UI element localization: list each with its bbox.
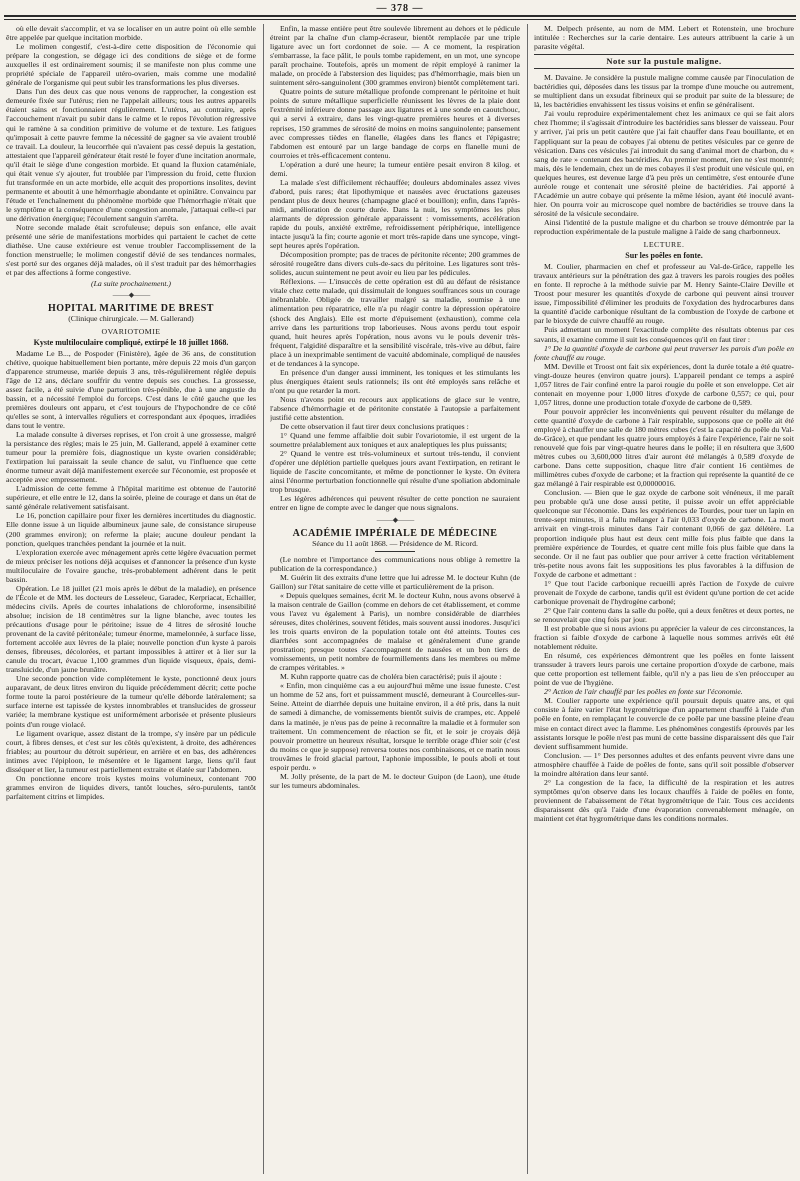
session-line: Séance du 11 août 1868. — Présidence de M. Ricord. — [312, 538, 478, 548]
paragraph: Il est probable que si nous avions pu apprécier la valeur de ces circonstances, la fraction si faible d'oxyde de carbone à laquelle nous sommes arrivés eût été notablement réduite. — [534, 624, 794, 652]
academy-title: ACADÉMIE IMPÉRIALE DE MÉDECINE — [292, 527, 498, 539]
paragraph: où elle devait s'accomplir, et va se localiser en un autre point où elle semble être appelée par quelque incitation morbide. — [6, 24, 256, 43]
paragraph: Une seconde ponction vide complètement le kyste, ponctionné deux jours auparavant, de deux litres environ du liquide précédemment décrit; cette poche forme toute la paroi postérieure de la tumeur qu'elle déborde latéralement; sa surface interne est tapissée de kystes innombrables et translucides de grosseur variée; la membrane kystique est uniformément arborisée et présente plusieurs points d'un rouge violacé. — [6, 674, 256, 729]
paragraph: « Depuis quelques semaines, écrit M. le docteur Kuhn, nous avons observé à la maison centrale de Gaillon (comme en dehors de cet établissement, et comme vous l'avez vu également à Paris), un nombre considérable de diarrhées séreuses, dites cholérines, souvent fétides, mais souvent aussi inodores. Jusqu'ici les trois quarts environ de la population totale ont été atteints. Toutes ces diarrhées sont accompagnées de malaise et généralement d'une grande prostration; presque toutes s'accompagnent de nausées et un bon tiers de vomissements, un petit nombre de fourmillements dans les membres ou même de crampes véritables. » — [270, 590, 520, 673]
paragraph: Pour pouvoir apprécier les inconvénients qui peuvent résulter du mélange de cette quantité d'oxyde de carbone à l'air respirable, supposons que ce poêle ait été employé à chauffer une salle de 180 mètres cubes (c'est la capacité du poêle du Val-de-Grâce), et que pendant les quatre jours employés à faire l'expérience, l'air ne soit renouvelé que fois par vingt-quatre heures dans le poêle; il en résultera que 3,600 mètres cubes ou 3,600,000 litres d'air auront été mélangés à 0,589 d'oxyde de carbone. Dans cette supposition, chaque litre d'air contient 16 centièmes de millimètres cubes d'oxyde de carbone; et la fraction qui représente la quantité de ce gaz mélangé à l'air respirable est 0,00000016. — [534, 406, 794, 489]
column-2 — [270, 24, 520, 1174]
paragraph: MM. Deville et Troost ont fait six expériences, dont la durée totale a été quatre-vingt-douze heures (environ quatre jours). L'appareil pendant ce temps a aspiré 1,057 litres de l'air confiné entre la paroi rougie du poêle et son enveloppe. Cet air contenait en moyenne pour 1,000 litres d'oxyde de carbone 0,557; ce qui, pour 1,057 litres, donne une production totale d'oxyde de carbone de 0,589. — [534, 361, 794, 407]
ornament-divider: ⸻◆⸻ — [112, 291, 150, 300]
paragraph: 1° De la quantité d'oxyde de carbone qui peut traverser les parois d'un poêle en fonte chauffé au rouge. — [534, 343, 794, 362]
lecture-label: LECTURE. — [643, 240, 685, 250]
paragraph: Nous n'avons point eu recours aux applications de glace sur le ventre, l'absence d'hémorrhagie et de péritonite constatée à l'autopsie a parfaitement justifié cette abstention. — [270, 394, 520, 423]
paragraph: 2° Que l'air contenu dans la salle du poêle, qui a deux fenêtres et deux portes, ne se renouvelait que cinq fois par jour. — [534, 605, 794, 624]
paragraph: Dans l'un des deux cas que nous venons de rapprocher, la congestion est demeurée fixée sur l'utérus; rien ne l'appelait ailleurs; tous les autres appareils étaient sains et fonctionnaient régulièrement. L'utérus, au contraire, après l'accouchement n'avait pu subir dans le calme et le repos l'évolution régressive qui le ramène à sa condition primitive de volume et de texture. Les fatigues qu'imposait à cette pauvre femme la nécessité de gagner sa vie avaient troublé ce travail. La douleur, la leucorrhée qui n'avaient pas cessé depuis la gestation, attestaient que l'appareil générateur était resté le foyer d'une incitation anormale, qu'il était le siège d'une congestion morbide. Et quand la fluxion cataméniale, qui était venue s'y ajouter, fut troublée par l'impression du froid, cette fluxion fut transformée en un acte morbide, elle acquit des proportions insolites, devint permanente et aboutit à une hémorrhagie abondante et opiniâtre. Convaincu par l'étude et l'enchaînement du phénomène morbide que l'hémorrhagie n'était que le symptôme et la conséquence d'une congestion anomale, j'attaquai celle-ci par une dérivation énergique; l'écoulement sanguin s'arrêta. — [6, 87, 256, 223]
paragraph: Conclusion. — 1° Des personnes adultes et des enfants peuvent vivre dans une atmosphère chauffée à l'aide de poêles de fonte, sans qu'il soit possible d'observer la moindre altération dans leur santé. — [534, 750, 794, 778]
paragraph: 2° Quand le ventre est très-volumineux et surtout très-tendu, il convient d'opérer une déplétion partielle quelques jours avant l'extirpation, en retirant le liquide de l'ascite concomitante, et même de ponctionner le kyste. On évitera ainsi l'énorme perturbation fonctionnelle qui résulte d'une spoliation abdominale trop brusque. — [270, 449, 520, 495]
paragraph: Ainsi l'identité de la pustule maligne et du charbon se trouve démontrée par la reproduction expérimentale de la pustule maligne à l'aide de sang charbonneux. — [534, 217, 794, 236]
paragraph: M. Coulier, pharmacien en chef et professeur au Val-de-Grâce, rappelle les travaux antérieurs sur la pénétration des gaz à travers les parois rougies des poêles en fonte. Il reproche à la méthode suivie par M. Henry Sainte-Claire Deville et Troost pour mesurer les quantités d'oxyde de carbone qui peuvent ainsi trouver issue, l'impossibilité d'éliminer les produits de l'oxydation des hydrocarbures dans la quantité d'acide carbonique résultant de la combustion de l'oxyde de carbone et par le bioxyde de cuivre chauffé au rouge. — [534, 262, 794, 326]
paragraph: M. Kuhn rapporte quatre cas de choléra bien caractérisé; puis il ajoute : — [280, 672, 502, 682]
page-number: — 378 — — [376, 3, 424, 14]
hospital-subtitle: (Clinique chirurgicale. — M. Gallerand) — [68, 314, 194, 324]
case-label: OVARIOTOMIE — [101, 326, 161, 336]
paragraph: M. Guérin lit des extraits d'une lettre que lui adresse M. le docteur Kuhn (de Gaillon) sur l'état sanitaire de cette ville et particulièrement de la prison. — [270, 572, 520, 591]
paragraph: 2° La congestion de la face, la difficulté de la respiration et les autres symptômes qu'on observe dans les locaux chauffés à l'aide de poêles en fonte, proviennent de l'abaissement de l'état hygrométrique de l'air. Tous ces accidents disparaissent dès qu'à l'aide d'une évaporation convenablement ménagée, on maintient cet état hygrométrique dans les conditions normales. — [534, 777, 794, 823]
paragraph: L'exploration exercée avec ménagement après cette légère évacuation permet de mieux préciser les notions déjà acquises et d'annoncer la présence d'un kyste multiloculaire de l'ovaire gauche, très-probablement adhérent dans le petit bassin. — [6, 547, 256, 584]
paragraph: J'ai voulu reproduire expérimentalement chez les animaux ce qui se fait alors chez l'homme; il s'agissait d'introduire les bactéridies sans blesser de vaisseau. Pour y arriver, j'ai pris un petit cautère que j'ai fait chauffer dans l'eau bouillante, et en l'appliquant sur la peau de cobayes j'ai obtenu de petites vésicules par ce genre de vésication. Dans ces vésicules j'ai introduit du sang d'animal mort de charbon, du « sang de rate » contenant des bactéridies. Au premier moment, rien ne s'est montré; mais, dès le lendemain, chez un de mes cobayes il s'est produit une vésicule qui, en quelques heures, est devenue large d'à peu près un centimètre, s'est entourée d'une auréole rouge et contenait une sérosité pleine de bactéridies. J'ai apporté à l'Académie un autre cobaye qui présente la même lésion, ayant été inoculé avant-hier. On pourra voir au microscope quel nombre de bactéridies se trouve dans la sérosité de la vésicule secondaire. — [534, 109, 794, 218]
paragraph: En résumé, ces expériences démontrent que les poêles en fonte laissent transsuder à travers leurs parois une certaine proportion d'oxyde de carbone, mais que cette proportion est tellement faible, qu'il n'y a pas lieu de s'en préoccuper au point de vue de l'hygiène. — [534, 651, 794, 688]
note-heading: Note sur la pustule maligne. — [534, 54, 794, 69]
column-1 — [6, 24, 256, 1174]
paragraph: De cette observation il faut tirer deux conclusions pratiques : — [280, 422, 469, 432]
paragraph: Le molimen congestif, c'est-à-dire cette disposition de l'économie qui prépare la congestion, se dégage ici des conditions de siège et de forme auxquelles il est ordinairement soumis; il se manifeste non plus comme une propriété spéciale de l'appareil utéro-ovarien, mais comme une modalité générale de l'organisme qui peut subir les transformations les plus diverses. — [6, 42, 256, 88]
column-divider-1 — [263, 24, 264, 1174]
paragraph: M. Coulier rapporte une expérience qu'il poursuit depuis quatre ans, et qui consiste à faire varier l'état hygrométrique d'un appartement chauffé à l'aide d'un poêle en fonte, en remplaçant le couvercle de ce poêle par une bassine pleine d'eau mise en contact direct avec la flamme. Les phénomènes congestifs éprouvés par les assistants lorsque le poêle n'est pas muni de cette bassine disparaissent dès que l'air devient suffisamment humide. — [534, 696, 794, 751]
paragraph: M. Jolly présente, de la part de M. le docteur Guipon (de Laon), une étude sur les tumeurs abdominales. — [270, 771, 520, 790]
paragraph: La malade s'est difficilement réchauffée; douleurs abdominales assez vives d'abord, puis rares; état lipothymique et nausées avec éructations gazeuses pendant plus de deux heures (champagne glacé et bouillon); enfin, dans l'après-midi, amélioration de courte durée. Dans la nuit, les symptômes les plus alarmants de dépression générale apparaissent : vomissements, accélération rapide du pouls, anxiété extrême, refroidissement périphérique, intelligence intacte jusqu'à la fin; courte agonie et mort très-rapide dans une syncope, vingt-sept heures après l'opération. — [270, 177, 520, 251]
paragraph: L'opération a duré une heure; la tumeur entière pesait environ 8 kilog. et demi. — [270, 159, 520, 178]
paragraph: 2° Action de l'air chauffé par les poêles en fonte sur l'économie. — [544, 687, 743, 697]
paragraph: En présence d'un danger aussi imminent, les toniques et les stimulants les plus énergiques étaient seuls rationnels; ils ont été employés sans relâche et n'ont pu que retarder la mort. — [270, 367, 520, 395]
paragraph: Conclusion. — Bien que le gaz oxyde de carbone soit vénéneux, il me paraît peu probable qu'à une dose aussi petite, il puisse avoir un effet appréciable quelconque sur l'économie. Dans les expériences de Tourdes, pour tuer un lapin en trente-sept minutes, il a fallu mélanger à l'air 0,033 d'oxyde de carbone. La mort arrivait en vingt-trois minutes dans l'air contenant 0,066 de gaz délétère. La proportion indiquée plus haut est deux cent mille fois plus faible que dans la première expérience de Tourdes, et quatre cent mille fois plus faible que dans la seconde. Or il ne faut pas oublier que pour arriver à cette fraction véritablement très-petite nous avons fait les suppositions les plus favorables à la diffusion de l'oxyde de carbone et admettant : — [534, 488, 794, 579]
paragraph: L'admission de cette femme à l'hôpital maritime est obtenue de l'autorité supérieure, et elle entre le 12, dans la soirée, pleine de courage et dans un état de santé générale relativement satisfaisant. — [6, 484, 256, 512]
paragraph: Le 16, ponction capillaire pour fixer les dernières incertitudes du diagnostic. Elle donne issue à un liquide albumineux jaune sale, de consistance sirupeuse (200 grammes environ); on referme la plaie; aucune douleur pendant la ponction, quelques tranchées pendant la journée et la nuit. — [6, 511, 256, 548]
hospital-title: HOPITAL MARITIME DE BREST — [48, 303, 214, 315]
paragraph: M. Davaine. Je considère la pustule maligne comme causée par l'inoculation de bactéridies qui, déposées dans les tissus par la trompe d'une mouche ou autrement, se multiplient dans un exsudat fibrineux qui se produit par suite de la blessure; de là, les bactéridies envahissent les tissus voisins et enfin se généralisent. — [534, 73, 794, 110]
paragraph: M. Delpech présente, au nom de MM. Lebert et Rotenstein, une brochure intitulée : Recherches sur la carie dentaire. Les auteurs attribuent la carie à un parasite végétal. — [534, 24, 794, 52]
case-heading: Kyste multiloculaire compliqué, extirpé le 18 juillet 1868. — [33, 337, 229, 347]
short-rule — [375, 551, 415, 552]
paragraph: 1° Que tout l'acide carbonique recueilli après l'action de l'oxyde de cuivre provenait de l'oxyde de carbone, tandis qu'il est évident qu'une portion de cet acide carbonique provenait de l'hydrogène carboné; — [534, 578, 794, 606]
paragraph: On ponctionne encore trois kystes moins volumineux, contenant 700 grammes environ de liquides divers, tantôt louches, séro-purulents, tantôt parfaitement citrins et limpides. — [6, 773, 256, 801]
column-3 — [534, 24, 794, 1174]
paragraph: Madame Le B..., de Pospoder (Finistère), âgée de 36 ans, de constitution chétive, quoique habituellement bien portante, mère depuis 22 mois d'un garçon d'apparence strumeuse, mariée depuis 3 ans, très-régulièrement réglée depuis l'âge de 12 ans, déclare souffrir du ventre depuis ses couches. La grossesse, assez facile, a été suivie d'une parturition très-pénible, due à une angustie du bassin, et a nécessité l'emploi du forceps. C'est dans le côté gauche que les premières douleurs ont apparu, et c'est toujours de l'hypochondre de ce côté qu'elles se sont, à intervalles réguliers et correspondant aux époques, irradiées dans tout le ventre. — [6, 348, 256, 430]
paragraph: (Le nombre et l'importance des communications nous oblige à remettre la publication de la correspondance.) — [270, 554, 520, 573]
paragraph: Notre seconde malade était scrofuleuse; depuis son enfance, elle avait présenté une série de manifestations morbides qui partaient le cachet de cette diathèse. Une cause extérieure est venue troubler l'accomplissement de la fonction menstruelle; le molimen congestif dévié de ses tendances normales, s'est porté sur des organes déjà malades, où il s'est traduit par des hémorrhagies et par des affections à forme congestive. — [6, 223, 256, 278]
paragraph: Réflexions. — L'insuccès de cette opération est dû au défaut de résistance vitale chez cette malade, qui dissimulait de longues souffrances sous un courage inébranlable. Obligée de travailler malgré sa maladie, soumise à une alimentation peu réparatrice, elle n'a pu réagir contre la dépression opératoire (shock des Anglais). Elle est morte d'épuisement (exhaustion), comme cela arrive dans les parturitions trop laborieuses. Nous avons perdu tout espoir quand, huit heures après l'opération, nous avons vu le pouls devenir très-fréquent, l'algidité disparaître et la sensibilité viscérale, très-vive au début, faire place à un inexprimable sentiment de vacuité abdominale, compliqué de nausées et de tendances à la syncope. — [270, 277, 520, 368]
ornament-divider: ⸻◆⸻ — [376, 515, 414, 524]
paragraph: 1° Quand une femme affaiblie doit subir l'ovariotomie, il est urgent de la soumettre préalablement aux toniques et aux analeptiques les plus puissants; — [270, 431, 520, 450]
paragraph: Enfin, la masse entière peut être soulevée librement au dehors et le pédicule étreint par la chaîne d'un clamp-écraseur, bientôt remplacée par une triple ligature avec un fort cordonnet de soie. — A ce moment, la respiration s'embarrasse, la face pâlit, le pouls tombe rapidement, en un mot, une syncope paraît prochaine. Toutefois, après un moment de répit employé à ranimer la malade, on procède à l'abstersion des liquides; pas d'hémorrhagie, mais bien un suintement séro-sanguinolent (300 grammes environ) bientôt complètement tari. — [270, 24, 520, 88]
column-divider-2 — [527, 24, 528, 1174]
paragraph: Les légères adhérences qui peuvent résulter de cette ponction ne sauraient entrer en ligne de compte avec le danger que nous signalons. — [270, 494, 520, 513]
paragraph: Quatre points de suture métallique profonde comprenant le péritoine et huit points de suture métallique superficielle réunissent les lèvres de la plaie dont l'extrémité inférieure donne passage aux ligatures et à une sonde en caoutchouc, qui a servi à extraire, dans les vingt-quatre premières heures et à diverses reprises, 150 grammes de sérosité de moins en moins sanguinolente; pansement avec compresses tièdes en flanelle, élagées dans les flancs et l'épigastre; l'abdomen est entouré par un large bandage de corps en flanelle muni de courroies et très-efficacement contenu. — [270, 87, 520, 160]
to-be-continued: (La suite prochainement.) — [91, 279, 171, 289]
header-rule-thin — [4, 19, 796, 20]
paragraph: Décomposition prompte; pas de traces de péritonite récente; 200 grammes de sérosité rougeâtre dans divers culs-de-sacs du péritoine. Les ligatures sont très-solides, aucun suintement ne peut avoir eu lieu par les pédicules. — [270, 250, 520, 278]
paragraph: Le ligament ovarique, assez distant de la trompe, s'y insère par un pédicule court, à fibres denses, et c'est sur les côtés qu'existent, à droite, des adhérences friables; au pourtour du détroit supérieur, en arrière et en bas, des adhérences intimes avec l'épiploon, le mésentère et le ligament large, liens qu'il faut disséquer et lier, la tumeur est partiellement extraite et élatée sur l'abdomen. — [6, 728, 256, 774]
header-rule — [4, 15, 796, 17]
paragraph: Puis admettant un moment l'exactitude complète des résultats obtenus par ces savants, il examine comme il suit les conséquences qu'il en faut tirer : — [534, 325, 794, 344]
lecture-heading: Sur les poêles en fonte. — [625, 251, 703, 261]
paragraph: Opération. Le 18 juillet (21 mois après le début de la maladie), en présence de l'École et de MM. les docteurs de Lesseleuc, Garadec, Kerpriacat, Echailler, médecins civils. Après de courtes inhalations de chloroforme, insensibilité absolue; incision de 18 centimètres sur la ligne blanche, avec toutes les précautions d'usage pour le péritoine; issue de 4 litres de sérosité louche provenant de la cavité péritonéale; tumeur énorme, mamelonnée, à surface lisse, fortement accolée aux lèvres de la plaie; nouvelle ponction d'un kyste à parois denses, fibreuses, décolorées, et partant impossibles à attirer et à lier sur la canule du trocart, évacue 1,100 grammes d'un liquide visqueux, épais, demi-transluicide, d'un jaune brunâtre. — [6, 583, 256, 675]
paragraph: La malade consulte à diverses reprises, et l'on croit à une grossesse, malgré la persistance des règles; mais le 25 juin, M. Gallerand, appelé à examiner cette tumeur pour la première fois, diagnostique un kyste ovarien considérable; l'extirpation lui paraissait la seule chance de salut, vu l'influence que cette énorme tumeur avait déjà manifestement exercée sur l'économie, est proposée et acceptée avec empressement. — [6, 430, 256, 485]
paragraph: « Enfin, mon cinquième cas a eu aujourd'hui même une issue funeste. C'est un homme de 52 ans, fort et puissamment musclé, demeurant à Courcelles-sur-Seine. Atteint de diarrhée depuis une huitaine environ, il a été pris, dans la nuit de samedi à dimanche, de vomissements bientôt suivis de crampes, etc. Appelé dans la matinée, je n'eus pas de peine à reconnaître la maladie et à formuler son traitement. Un commencement de réaction se fit, et le soir je croyais déjà pouvoir promettre un heureux résultat, lorsque le terrible orage d'hier soir (c'est du moins ce que je suppose) renversa toutes nos combinaisons, et ce matin nous trouvâmes le froid glacial partout, l'aphonie impossible, le pouls aboli et tout espoir perdu. » — [270, 681, 520, 772]
